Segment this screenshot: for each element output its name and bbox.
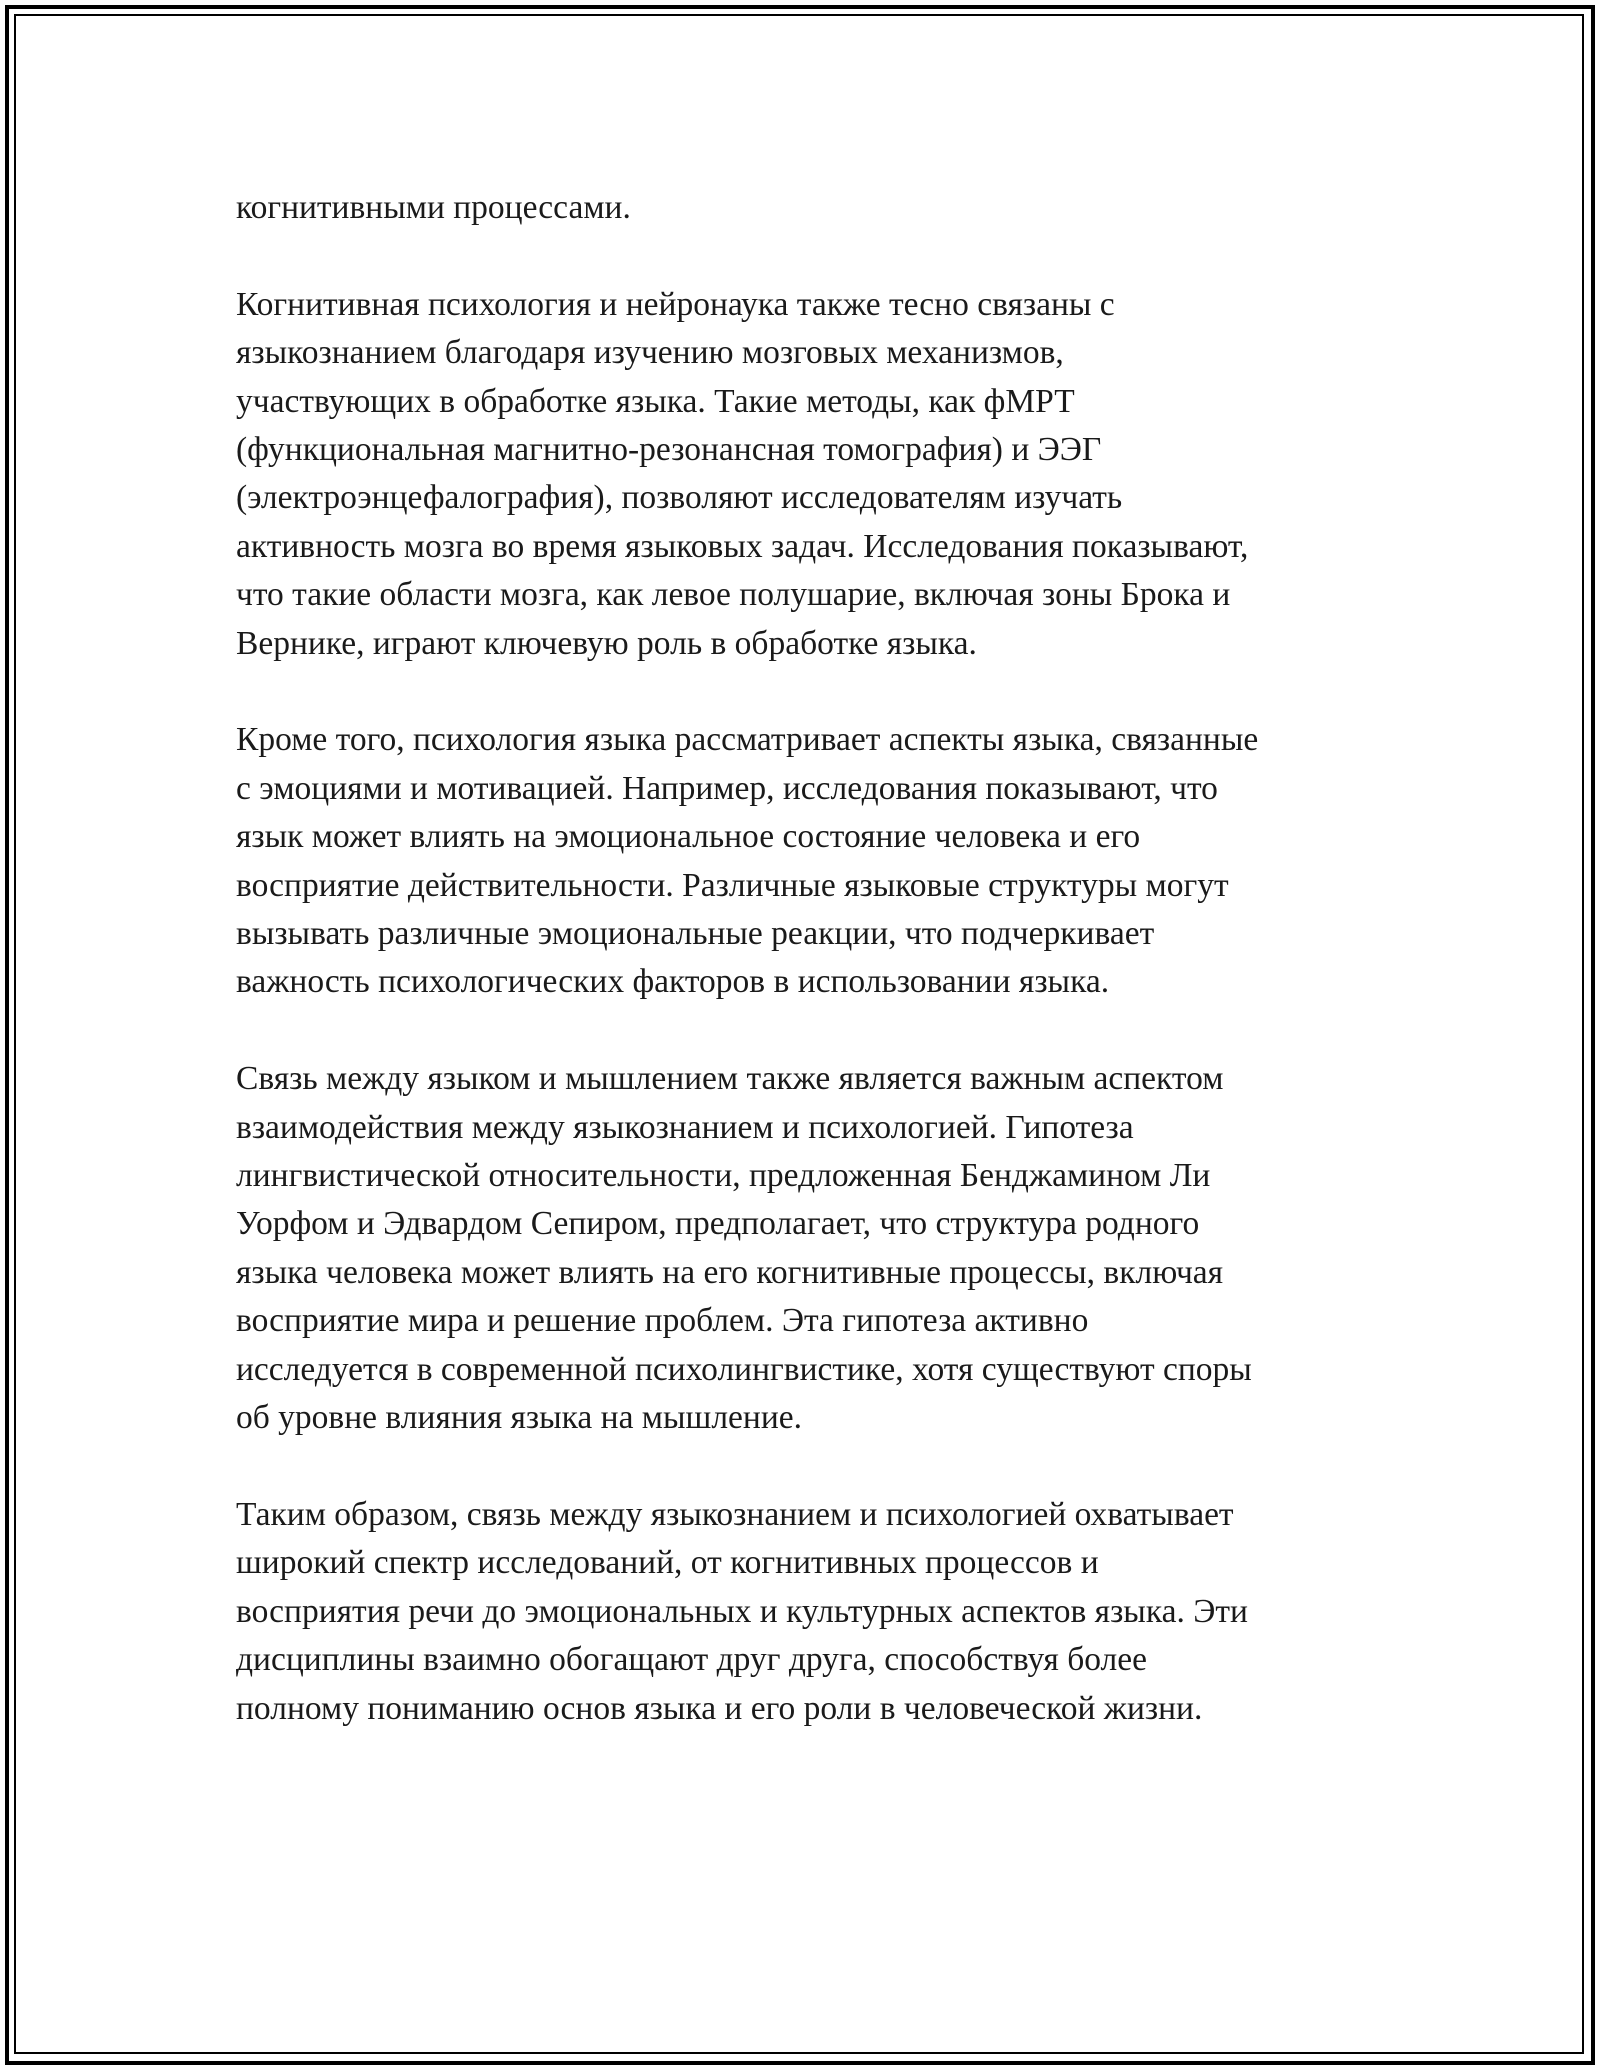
document-body — [236, 184, 1386, 1781]
paragraph-3: Кроме того, психология языка рассматривает аспекты языка, связанные с эмоциями и мотивацией. Например, исследования показывают, что язык может влиять на эмоциональное состояние человека и его восприятие действительности. Различные языковые структуры могут вызывать различные эмоциональные реакции, что подчеркивает важность психологических факторов в использовании языка. — [236, 721, 1259, 1001]
paragraph-5: Таким образом, связь между языкознанием и психологией охватывает широкий спектр исследований, от когнитивных процессов и восприятия речи до эмоциональных и культурных аспектов языка. Эти дисциплины взаимно обогащают друг друга, способствуя более полному пониманию основ языка и его роли в человеческой жизни. — [236, 1495, 1248, 1727]
paragraph-2: Когнитивная психология и нейронаука также тесно связаны с языкознанием благодаря изучению мозговых механизмов, участвующих в обработке языка. Такие методы, как фМРТ (функциональная магнитно-резонансная томография) и ЭЭГ (электроэнцефалография), позволяют исследователям изучать активность мозга во время языковых задач. Исследования показывают, что такие области мозга, как левое полушарие, включая зоны Брока и Вернике, играют ключевую роль в обработке языка. — [236, 285, 1249, 662]
paragraph-1: когнитивными процессами. — [236, 189, 631, 226]
paragraph-4: Связь между языком и мышлением также является важным аспектом взаимодействия между языкознанием и психологией. Гипотеза лингвистической относительности, предложенная Бенджамином Ли Уорфом и Эдвардом Сепиром, предполагает, что структура родного языка человека может влиять на его когнитивные процессы, включая восприятие мира и решение проблем. Эта гипотеза активно исследуется в современной психолингвистике, хотя существуют споры об уровне влияния языка на мышление. — [236, 1060, 1252, 1437]
